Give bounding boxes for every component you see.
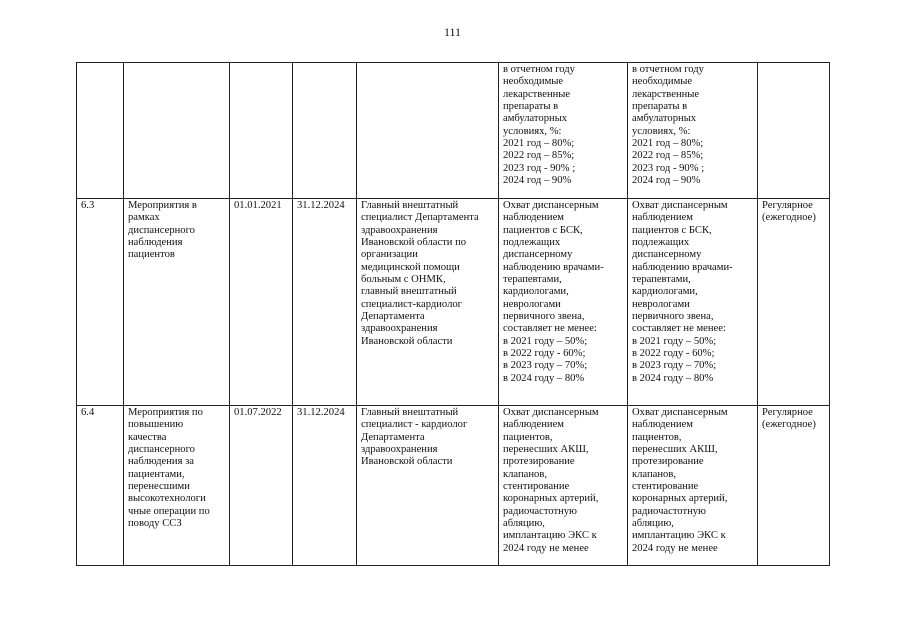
cell-text-line: специалист - кардиолог bbox=[361, 419, 468, 431]
cell-text-line: стентирование bbox=[632, 481, 699, 493]
cell-text-line: в 2023 году – 70%; bbox=[503, 360, 588, 372]
cell-text-line: Ивановской области bbox=[361, 456, 453, 468]
cell-text-line: главный внештатный bbox=[361, 286, 457, 298]
cell-text-line: необходимые bbox=[503, 76, 564, 88]
table-row bbox=[77, 406, 830, 566]
cell-text-line: 2024 году не менее bbox=[632, 542, 718, 554]
cell-text-line: перенесшими bbox=[128, 481, 190, 493]
cell-text-line: Мероприятия в bbox=[128, 200, 197, 211]
cell-text-line: клапанов, bbox=[503, 468, 547, 480]
cell-text-line: препараты в bbox=[503, 101, 559, 113]
row-number-cell: 6.3 bbox=[77, 199, 124, 406]
cell-text-line: диспансерного bbox=[128, 224, 195, 236]
cell-text-line: Регулярное bbox=[762, 407, 813, 418]
cell-text-line: пациентов bbox=[128, 249, 175, 261]
start-date-cell bbox=[230, 63, 293, 199]
cell-text-line: амбулаторных bbox=[503, 113, 568, 125]
activities-table bbox=[76, 62, 830, 566]
cell-text-line: качества bbox=[128, 431, 167, 443]
cell-text-line: Мероприятия по bbox=[128, 407, 203, 418]
cell-text-line: Главный внештатный bbox=[361, 407, 459, 418]
page-number: 111 bbox=[443, 25, 462, 39]
cell-text-line: условиях, %: bbox=[503, 125, 562, 137]
cell-text-line: пациентов, bbox=[632, 431, 682, 443]
cell-text-line: высокотехнологи bbox=[128, 493, 206, 505]
cell-text-line: терапевтами, bbox=[503, 274, 562, 286]
cell-text-line: имплантацию ЭКС к bbox=[632, 530, 726, 542]
cell-text-line: в 2021 году – 50%; bbox=[503, 335, 588, 347]
periodicity-cell bbox=[758, 406, 830, 566]
cell-text-line: наблюдением bbox=[503, 212, 564, 224]
cell-text-line: Регулярное bbox=[762, 200, 813, 211]
table-row bbox=[77, 199, 830, 406]
start-date-cell: 01.01.2021 bbox=[230, 199, 293, 406]
indicator-a-cell bbox=[499, 199, 628, 406]
indicator-b-cell bbox=[628, 63, 758, 199]
cell-text-line: неврологами bbox=[632, 298, 690, 310]
cell-text-line: здравоохранения bbox=[361, 444, 438, 456]
cell-text-line: неврологами bbox=[503, 298, 561, 310]
cell-text-line: радиочастотную bbox=[503, 505, 577, 517]
cell-text-line: медицинской помощи bbox=[361, 261, 460, 273]
cell-text-line: рамках bbox=[128, 212, 160, 224]
cell-text-line: терапевтами, bbox=[632, 274, 691, 286]
cell-text-line: повышению bbox=[128, 419, 184, 431]
cell-text-line: 2024 год – 90% bbox=[632, 175, 701, 187]
cell-text-line: наблюдению врачами- bbox=[503, 261, 604, 273]
end-date-cell: 31.12.2024 bbox=[293, 199, 357, 406]
indicator-b-cell bbox=[628, 406, 758, 566]
cell-text-line: пациентов с БСК, bbox=[632, 224, 712, 236]
indicator-a-cell bbox=[499, 63, 628, 199]
cell-text-line: 2022 год – 85%; bbox=[503, 150, 575, 162]
cell-text-line: (ежегодное) bbox=[762, 419, 816, 431]
cell-text-line: пациентами, bbox=[128, 468, 185, 480]
periodicity-cell bbox=[758, 63, 830, 199]
cell-text-line: наблюдением bbox=[503, 419, 564, 431]
cell-text-line: наблюдению врачами- bbox=[632, 261, 733, 273]
cell-text-line: диспансерного bbox=[128, 444, 195, 456]
cell-text-line: здравоохранения bbox=[361, 224, 438, 236]
cell-text-line: протезирование bbox=[632, 456, 704, 468]
cell-text-line: протезирование bbox=[503, 456, 575, 468]
cell-text-line: радиочастотную bbox=[632, 505, 706, 517]
cell-text-line: в 2021 году – 50%; bbox=[632, 335, 717, 347]
indicator-a-cell bbox=[499, 406, 628, 566]
cell-text-line: 2024 году не менее bbox=[503, 542, 589, 554]
cell-text-line: пациентов с БСК, bbox=[503, 224, 583, 236]
cell-text-line: лекарственные bbox=[632, 88, 700, 100]
cell-text-line: составляет не менее: bbox=[632, 323, 726, 335]
cell-text-line: 2021 год – 80%; bbox=[632, 138, 704, 150]
cell-text-line: условиях, %: bbox=[632, 125, 691, 137]
cell-text-line: составляет не менее: bbox=[503, 323, 597, 335]
responsible-cell bbox=[357, 63, 499, 199]
cell-text-line: в отчетном году bbox=[503, 64, 575, 75]
cell-text-line: в 2024 году – 80% bbox=[632, 372, 714, 384]
cell-text-line: Департамента bbox=[361, 431, 425, 443]
cell-text-line: Охват диспансерным bbox=[503, 200, 599, 211]
cell-text-line: наблюдением bbox=[632, 419, 693, 431]
cell-text-line: Охват диспансерным bbox=[503, 407, 599, 418]
cell-text-line: кардиологами, bbox=[632, 286, 698, 298]
cell-text-line: 2022 год – 85%; bbox=[632, 150, 704, 162]
cell-text-line: коронарных артерий, bbox=[503, 493, 599, 505]
cell-text-line: первичного звена, bbox=[632, 311, 714, 323]
cell-text-line: специалист-кардиолог bbox=[361, 298, 463, 310]
cell-text-line: подлежащих bbox=[503, 237, 561, 249]
cell-text-line: Ивановской области bbox=[361, 335, 453, 347]
cell-text-line: здравоохранения bbox=[361, 323, 438, 335]
cell-text-line: 2024 год – 90% bbox=[503, 175, 572, 187]
cell-text-line: коронарных артерий, bbox=[632, 493, 728, 505]
cell-text-line: 2021 год – 80%; bbox=[503, 138, 575, 150]
cell-text-line: имплантацию ЭКС к bbox=[503, 530, 597, 542]
activity-title-cell bbox=[124, 199, 230, 406]
cell-text-line: абляцию, bbox=[503, 518, 545, 530]
indicator-b-cell bbox=[628, 199, 758, 406]
cell-text-line: чные операции по bbox=[128, 505, 210, 517]
cell-text-line: 2023 год - 90% ; bbox=[632, 162, 705, 174]
cell-text-line: лекарственные bbox=[503, 88, 571, 100]
cell-text-line: перенесших АКШ, bbox=[632, 444, 718, 456]
cell-text-line: поводу ССЗ bbox=[128, 518, 182, 530]
cell-text-line: подлежащих bbox=[632, 237, 690, 249]
cell-text-line: наблюдения за bbox=[128, 456, 194, 468]
cell-text-line: в 2022 году - 60%; bbox=[632, 348, 715, 360]
cell-text-line: амбулаторных bbox=[632, 113, 697, 125]
cell-text-line: Охват диспансерным bbox=[632, 200, 728, 211]
cell-text-line: больным с ОНМК, bbox=[361, 274, 446, 286]
activity-title-cell bbox=[124, 63, 230, 199]
responsible-cell bbox=[357, 199, 499, 406]
cell-text-line: (ежегодное) bbox=[762, 212, 816, 224]
cell-text-line: в 2024 году – 80% bbox=[503, 372, 585, 384]
cell-text-line: наблюдением bbox=[632, 212, 693, 224]
activity-title-cell bbox=[124, 406, 230, 566]
cell-text-line: стентирование bbox=[503, 481, 570, 493]
periodicity-cell bbox=[758, 199, 830, 406]
cell-text-line: Департамента bbox=[361, 311, 425, 323]
table-row bbox=[77, 63, 830, 199]
cell-text-line: наблюдения bbox=[128, 237, 183, 249]
cell-text-line: диспансерному bbox=[632, 249, 702, 261]
cell-text-line: перенесших АКШ, bbox=[503, 444, 589, 456]
responsible-cell bbox=[357, 406, 499, 566]
row-number-cell: 6.4 bbox=[77, 406, 124, 566]
cell-text-line: Ивановской области по bbox=[361, 237, 467, 249]
cell-text-line: кардиологами, bbox=[503, 286, 569, 298]
cell-text-line: в 2023 году – 70%; bbox=[632, 360, 717, 372]
cell-text-line: в 2022 году - 60%; bbox=[503, 348, 586, 360]
cell-text-line: препараты в bbox=[632, 101, 688, 113]
cell-text-line: клапанов, bbox=[632, 468, 676, 480]
cell-text-line: Главный внештатный bbox=[361, 200, 459, 211]
cell-text-line: необходимые bbox=[632, 76, 693, 88]
cell-text-line: в отчетном году bbox=[632, 64, 704, 75]
end-date-cell: 31.12.2024 bbox=[293, 406, 357, 566]
cell-text-line: специалист Департамента bbox=[361, 212, 479, 224]
cell-text-line: организации bbox=[361, 249, 418, 261]
cell-text-line: первичного звена, bbox=[503, 311, 585, 323]
row-number-cell bbox=[77, 63, 124, 199]
cell-text-line: пациентов, bbox=[503, 431, 553, 443]
cell-text-line: Охват диспансерным bbox=[632, 407, 728, 418]
cell-text-line: 2023 год - 90% ; bbox=[503, 162, 576, 174]
end-date-cell bbox=[293, 63, 357, 199]
cell-text-line: абляцию, bbox=[632, 518, 674, 530]
cell-text-line: диспансерному bbox=[503, 249, 573, 261]
start-date-cell: 01.07.2022 bbox=[230, 406, 293, 566]
